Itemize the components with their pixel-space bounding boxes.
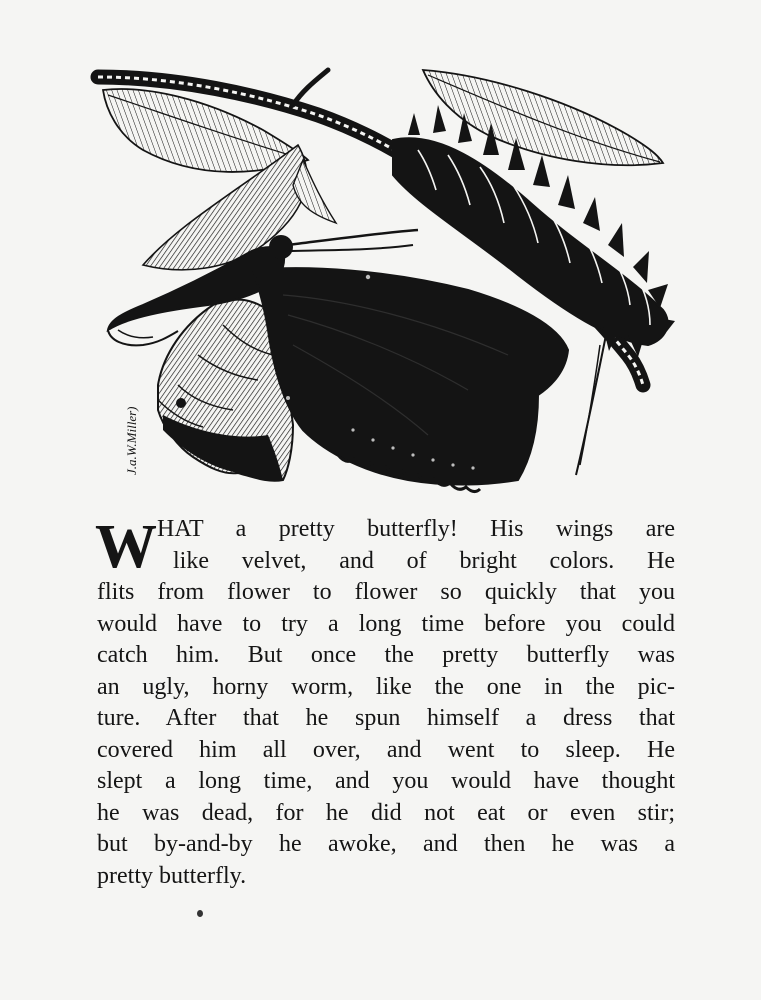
ink-speck bbox=[197, 910, 203, 917]
drop-cap: W bbox=[95, 513, 157, 581]
story-line-5: catch him. But once the pretty butterfly was bbox=[97, 642, 675, 668]
story-text bbox=[97, 514, 675, 892]
story-line-3: flits from flower to flower so quickly that you bbox=[97, 579, 675, 605]
story-line-4: would have to try a long time before you could bbox=[97, 610, 675, 637]
story-line-9: slept a long time, and you would have thought bbox=[97, 768, 675, 794]
svg-text:J.a.W.Miller): J.a.W.Miller) bbox=[124, 406, 139, 475]
story-line-1: HAT a pretty butterfly! His wings are bbox=[157, 516, 675, 542]
story-line-11: but by-and-by he awoke, and then he was a bbox=[97, 831, 675, 857]
artist-signature bbox=[124, 407, 139, 475]
story-line-7: ture. After that he spun himself a dress that bbox=[97, 705, 675, 731]
story-line-10: he was dead, for he did not eat or even stir; bbox=[97, 799, 675, 826]
butterfly-illustration bbox=[88, 55, 688, 500]
story-line-8: covered him all over, and went to sleep. He bbox=[97, 736, 675, 763]
story-line-12: pretty butterfly. bbox=[97, 862, 247, 889]
story-line-2: like velvet, and of bright colors. He bbox=[173, 547, 675, 574]
story-line-6: an ugly, horny worm, like the one in the pic- bbox=[97, 673, 675, 700]
